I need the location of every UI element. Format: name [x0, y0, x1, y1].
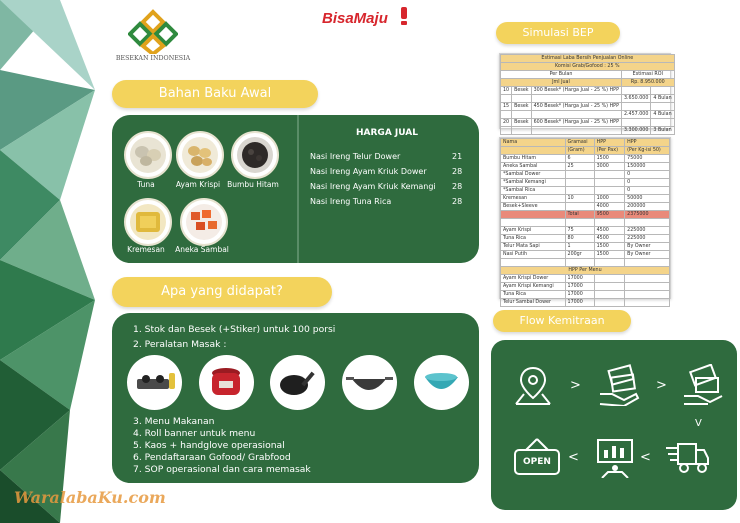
- flow-arrow-left: <: [640, 450, 651, 465]
- bumbu-hitam-label: Bumbu Hitam: [227, 180, 279, 189]
- hpp-header: HPP: [594, 139, 625, 147]
- open-sign-text: OPEN: [523, 457, 551, 467]
- hpp-header: Gramasi: [565, 139, 594, 147]
- besekan-logo-icon: [128, 8, 178, 54]
- frying-pan-icon: [270, 355, 325, 410]
- bumbu-hitam-image: [231, 131, 279, 179]
- bep-cell: 3.300.000: [621, 127, 650, 135]
- menu-item-price: 21: [452, 152, 463, 161]
- hpp-cell: 50000: [625, 195, 670, 203]
- hpp-cell: 200gr: [565, 251, 594, 259]
- menu-item-name: Nasi Ireng Tuna Rica: [310, 197, 392, 206]
- flow-title: Flow Kemitraan: [493, 310, 631, 332]
- hpp-cell: 150000: [625, 163, 670, 171]
- panel-divider: [297, 115, 299, 263]
- hpp-total-cell: Total: [565, 211, 594, 219]
- bep-cell: 600 Besek* (Harga Jual - 25 %) HPP: [531, 119, 621, 127]
- hpp-total-cell: 2375000: [625, 211, 670, 219]
- bep-cell: 3.650.000: [621, 95, 650, 103]
- bep-title: Simulasi BEP: [496, 22, 620, 44]
- watermark: WaralabaKu.com: [14, 488, 166, 507]
- menu-item-name: Nasi Ireng Ayam Kriuk Kemangi: [310, 182, 436, 191]
- decorative-triangles: [0, 0, 95, 523]
- hpp-cell: Tuna Rica: [501, 235, 566, 243]
- didapat-list-item: 6. Pendaftaraan Gofood/ Grabfood: [133, 452, 291, 463]
- bep-cell: [621, 87, 650, 95]
- wok-icon: [342, 355, 397, 410]
- didapat-title: Apa yang didapat?: [112, 277, 332, 307]
- hpp-header: HPP: [625, 139, 670, 147]
- bep-cell: 2.457.000: [621, 111, 650, 119]
- hpp-cell: 225000: [625, 235, 670, 243]
- hpp-subheader: (Gram): [565, 147, 594, 155]
- bowl-icon: [414, 355, 469, 410]
- hpp-cell: Besek+Sleeve: [501, 203, 566, 211]
- bep-col-bulan: Per Bulan: [501, 71, 622, 79]
- flow-arrow-down: V: [695, 418, 702, 429]
- hpp-cell: Bumbu Hitam: [501, 155, 566, 163]
- didapat-list-item: 3. Menu Makanan: [133, 416, 215, 427]
- menu-item-price: 28: [452, 182, 463, 191]
- location-pin-icon: [510, 364, 556, 406]
- hpp-menu-cell: Tuna Rica: [501, 291, 566, 299]
- hpp-subheader: (Per Pax): [594, 147, 625, 155]
- ayam-krispi-label: Ayam Krispi: [175, 180, 221, 189]
- harga-title: HARGA JUAL: [356, 128, 418, 138]
- hpp-menu-cell: Telur Sambal Dower: [501, 299, 566, 307]
- stove-icon: [127, 355, 182, 410]
- bep-sub1: Jml Jual: [501, 79, 622, 87]
- hpp-cell: 1500: [594, 251, 625, 259]
- hpp-cell: 0: [625, 179, 670, 187]
- hpp-cell: 0: [625, 171, 670, 179]
- tuna-label: Tuna: [137, 180, 155, 189]
- hpp-cell: Telur Mata Sapi: [501, 243, 566, 251]
- menu-item-price: 28: [452, 167, 463, 176]
- hpp-cell: 4500: [594, 235, 625, 243]
- bep-cell: [651, 87, 674, 95]
- hpp-cell: 3000: [594, 163, 625, 171]
- bep-cell: 20: [501, 119, 512, 127]
- flow-arrow-left: <: [568, 450, 579, 465]
- hpp-menu-header: HPP Per Menu: [501, 267, 670, 275]
- hpp-cell: 4500: [594, 227, 625, 235]
- hpp-cell: 4000: [594, 203, 625, 211]
- hpp-cell: 200000: [625, 203, 670, 211]
- delivery-truck-icon: [664, 436, 710, 478]
- flow-arrow-right: >: [570, 378, 581, 393]
- bep-cell: 3 Bulan: [651, 127, 674, 135]
- bahan-title: Bahan Baku Awal: [112, 80, 318, 108]
- hpp-cell: 75000: [625, 155, 670, 163]
- bep-cell: 4 Bulan: [651, 111, 674, 119]
- hpp-cell: 1000: [594, 195, 625, 203]
- flow-arrow-right: >: [656, 378, 667, 393]
- bep-sub2: Rp. 8.950.000: [621, 79, 674, 87]
- hpp-cell: *Sambal Dower: [501, 171, 566, 179]
- aneka-sambal-image: [180, 198, 228, 246]
- bep-sheet: [499, 53, 672, 133]
- bep-head2: Komisi Grab/Gofood : 25 %: [501, 63, 675, 71]
- hpp-menu-cell: Ayam Krispi Dower: [501, 275, 566, 283]
- didapat-list-item: 1. Stok dan Besek (+Stiker) untuk 100 porsi: [133, 324, 336, 335]
- hpp-cell: *Sambal Rica: [501, 187, 566, 195]
- hpp-sheet: [499, 137, 671, 305]
- tuna-image: [124, 131, 172, 179]
- hpp-cell: 75: [565, 227, 594, 235]
- money-transfer-icon: [680, 364, 726, 406]
- hpp-cell: By Owner: [625, 251, 670, 259]
- hpp-cell: By Owner: [625, 243, 670, 251]
- hpp-cell: 1500: [594, 155, 625, 163]
- hpp-cell: *Sambal Kemangi: [501, 179, 566, 187]
- logo-brand-text: BESEKAN INDONESIA: [115, 55, 191, 62]
- hpp-menu-cell: 17000: [565, 283, 594, 291]
- menu-item-price: 28: [452, 197, 463, 206]
- bep-col-roi: Estimasi ROI: [621, 71, 674, 79]
- hpp-cell: 6: [565, 155, 594, 163]
- bep-cell: Besek: [512, 87, 531, 95]
- hpp-total-cell: 9500: [594, 211, 625, 219]
- hpp-cell: 1: [565, 243, 594, 251]
- bep-cell: Besek: [512, 119, 531, 127]
- bisamaju-mark-icon: [397, 6, 411, 26]
- hpp-cell: 1500: [594, 243, 625, 251]
- menu-item-name: Nasi Ireng Ayam Kriuk Dower: [310, 167, 427, 176]
- hpp-cell: 80: [565, 235, 594, 243]
- hpp-cell: 0: [625, 187, 670, 195]
- didapat-list-item: 4. Roll banner untuk menu: [133, 428, 256, 439]
- bisamaju-logo: BisaMaju: [322, 10, 388, 27]
- bep-cell: 15: [501, 103, 512, 111]
- hpp-subheader: (Per Kg-isi 50): [625, 147, 670, 155]
- hpp-cell: 10: [565, 195, 594, 203]
- hpp-menu-cell: Ayam Krispi Kemangi: [501, 283, 566, 291]
- presentation-icon: [592, 436, 638, 478]
- menu-item-name: Nasi Ireng Telur Dower: [310, 152, 401, 161]
- hpp-cell: Nasi Putih: [501, 251, 566, 259]
- hpp-menu-cell: 17000: [565, 291, 594, 299]
- money-hand-icon: [596, 364, 642, 406]
- bep-cell: 300 Besek* (Harga Jual - 25 %) HPP: [531, 87, 621, 95]
- bep-cell: 450 Besek* (Harga Jual - 25 %) HPP: [531, 103, 621, 111]
- didapat-list-item: 5. Kaos + handglove operasional: [133, 440, 285, 451]
- hpp-cell: 25: [565, 163, 594, 171]
- hpp-menu-cell: 17000: [565, 299, 594, 307]
- hpp-menu-cell: 17000: [565, 275, 594, 283]
- kremesan-image: [124, 198, 172, 246]
- rice-cooker-icon: [199, 355, 254, 410]
- bep-head1: Estimasi Laba Bersih Penjualan Online: [501, 55, 675, 63]
- ayam-krispi-image: [176, 131, 224, 179]
- hpp-header: Nama: [501, 139, 566, 147]
- hpp-cell: 225000: [625, 227, 670, 235]
- kremesan-label: Kremesan: [127, 245, 165, 254]
- bep-cell: 4 Bulan: [651, 95, 674, 103]
- didapat-list-item: 7. SOP operasional dan cara memasak: [133, 464, 311, 475]
- hpp-cell: Kremesan: [501, 195, 566, 203]
- hpp-cell: Ayam Krispi: [501, 227, 566, 235]
- didapat-list-item: 2. Peralatan Masak :: [133, 339, 227, 350]
- bep-cell: 10: [501, 87, 512, 95]
- open-sign-icon: [512, 437, 562, 477]
- bep-cell: Besek: [512, 103, 531, 111]
- aneka-sambal-label: Aneka Sambal: [175, 245, 229, 254]
- hpp-cell: Aneka Sambal: [501, 163, 566, 171]
